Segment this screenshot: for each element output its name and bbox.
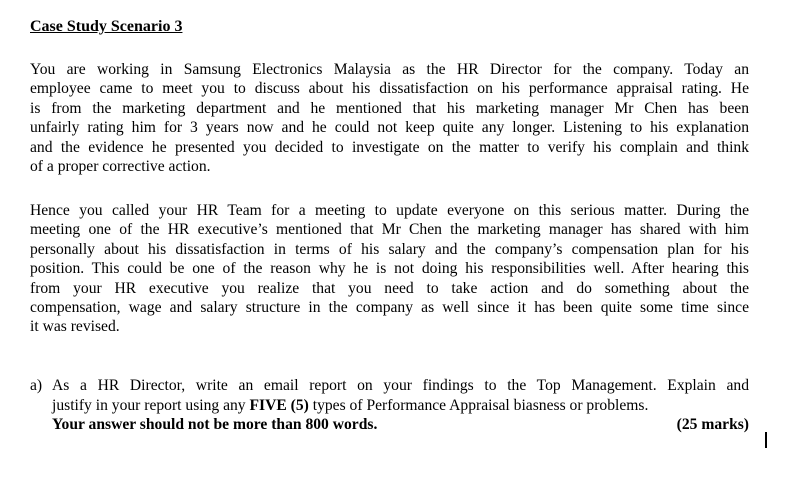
case-study-heading: Case Study Scenario 3: [30, 18, 183, 35]
question-text: justify in your report using any: [52, 396, 250, 414]
paragraph-line: and the evidence he presented you decided to investigate on the matter to verify his complain and think: [30, 138, 749, 156]
paragraph-line: compensation, wage and salary structure in the company as well since it has been quite some time since: [30, 298, 749, 316]
question-line-1: As a HR Director, write an email report on your findings to the Top Management. Explain and: [52, 377, 749, 394]
question-line-2: [52, 396, 749, 416]
paragraph-line: personally about his dissatisfaction in terms of his salary and the company’s compensation plan for his: [30, 240, 749, 258]
question-text: types of Performance Appraisal biasness or problems.: [308, 396, 649, 414]
paragraph-line: is from the marketing department and he mentioned that his marketing manager Mr Chen has been: [30, 99, 749, 117]
word-limit-text: Your answer should not be more than 800 words.: [52, 416, 378, 433]
question-marker: a): [30, 377, 43, 394]
question-body: [52, 376, 749, 435]
paragraph-line: of a proper corrective action.: [30, 157, 211, 175]
paragraph-line: unfairly rating him for 3 years now and he could not keep quite any longer. Listening to his explanation: [30, 119, 749, 137]
scenario-paragraph-2: [30, 201, 749, 337]
paragraph-line: meeting one of the HR executive’s mentioned that Mr Chen the marketing manager has shared with him: [30, 221, 749, 239]
paragraph-line: it was revised.: [30, 318, 120, 336]
text-cursor: [765, 432, 767, 448]
marks-label: (25 marks): [676, 416, 749, 433]
word-limit-note: [52, 415, 749, 435]
paragraph-line: Hence you called your HR Team for a meeting to update everyone on this serious matter. During the: [30, 202, 749, 219]
scenario-paragraph-1: [30, 60, 749, 176]
paragraph-line: You are working in Samsung Electronics Malaysia as the HR Director for the company. Today an: [30, 61, 749, 78]
paragraph-line: position. This could be one of the reason why he is not doing his responsibilities well. After hearing this: [30, 260, 749, 278]
paragraph-line: from your HR executive you realize that you need to take action and do something about the: [30, 279, 749, 297]
paragraph-line: employee came to meet you to discuss about his dissatisfaction on his performance appraisal rating. He: [30, 80, 749, 98]
question-count-emphasis: FIVE (5): [249, 396, 309, 414]
